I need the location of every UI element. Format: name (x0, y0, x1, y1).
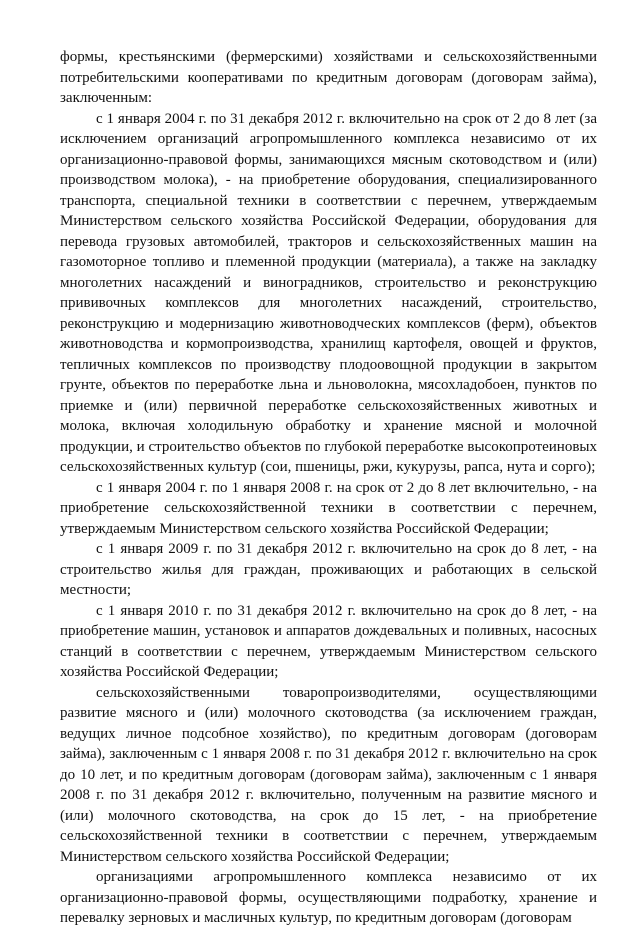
paragraph-2010-2012-irrigation: с 1 января 2010 г. по 31 декабря 2012 г. включительно на срок до 8 лет, - на приобретение машин, установок и аппаратов дождевальных и поливных, насосных станций в соответствии с перечнем, утверждаемым Министерством сельского хозяйства Российской Федерации; (60, 602, 597, 680)
paragraph-2004-2008-machinery: с 1 января 2004 г. по 1 января 2008 г. на срок от 2 до 8 лет включительно, - на приобретение сельскохозяйственной техники в соответствии с перечнем, утверждаемым Министерством сельского хозяйства Российской Федерации; (60, 479, 597, 537)
paragraph-grain-storage: организациями агропромышленного комплекса независимо от их организационно-правовой формы, осуществляющими подработку, хранение и перевалку зерновых и масличных культур, по кредитным договорам (договорам (60, 869, 597, 926)
paragraph-continuation: формы, крестьянскими (фермерскими) хозяйствами и сельскохозяйственными потребительскими кооперативами по кредитным договорам (договорам займа), заключенным: (60, 49, 597, 106)
paragraph-2009-2012-housing: с 1 января 2009 г. по 31 декабря 2012 г. включительно на срок до 8 лет, - на строительство жилья для граждан, проживающих и работающих в сельской местности; (60, 541, 597, 598)
document-page (60, 47, 597, 929)
paragraph-2004-2012-equipment: с 1 января 2004 г. по 31 декабря 2012 г. включительно на срок от 2 до 8 лет (за исключением организаций агропромышленного комплекса независимо от их организационно-правовой формы, занимающихся мясным скотоводством и (или) производством молока), - на приобретение оборудования, специализированного транспорта, специальной техники в соответствии с перечнем, утверждаемым Министерством сельского хозяйства Российской Федерации, оборудования для перевода грузовых автомобилей, тракторов и сельскохозяйственных машин на газомоторное топливо и племенной продукции (материала), а также на закладку многолетних насаждений и виноградников, строительство и реконструкцию прививочных комплексов для многолетних насаждений, строительство, реконструкцию и модернизацию животноводческих комплексов (ферм), объектов животноводства и кормопроизводства, хранилищ картофеля, овощей и фруктов, тепличных комплексов по производству плодоовощной продукции в закрытом грунте, объектов по переработке льна и льноволокна, мясохладобоен, пунктов по приемке и (или) первичной переработке сельскохозяйственных животных и молока, включая холодильную обработку и хранение мясной и молочной продукции, и строительство объектов по глубокой переработке высокопротеиновых сельскохозяйственных культур (сои, пшеницы, ржи, кукурузы, рапса, нута и сорго); (60, 110, 597, 475)
paragraph-cattle-breeding: сельскохозяйственными товаропроизводителями, осуществляющими развитие мясного и (или) молочного скотоводства (за исключением граждан, ведущих личное подсобное хозяйство), по кредитным договорам (договорам займа), заключенным с 1 января 2008 г. по 31 декабря 2012 г. включительно на срок до 10 лет, и по кредитным договорам (договорам займа), заключенным с 1 января 2008 г. по 31 декабря 2012 г. включительно, полученным на развитие мясного и (или) молочного скотоводства, на срок до 15 лет, - на приобретение сельскохозяйственной техники в соответствии с перечнем, утверждаемым Министерством сельского хозяйства Российской Федерации; (60, 684, 597, 865)
